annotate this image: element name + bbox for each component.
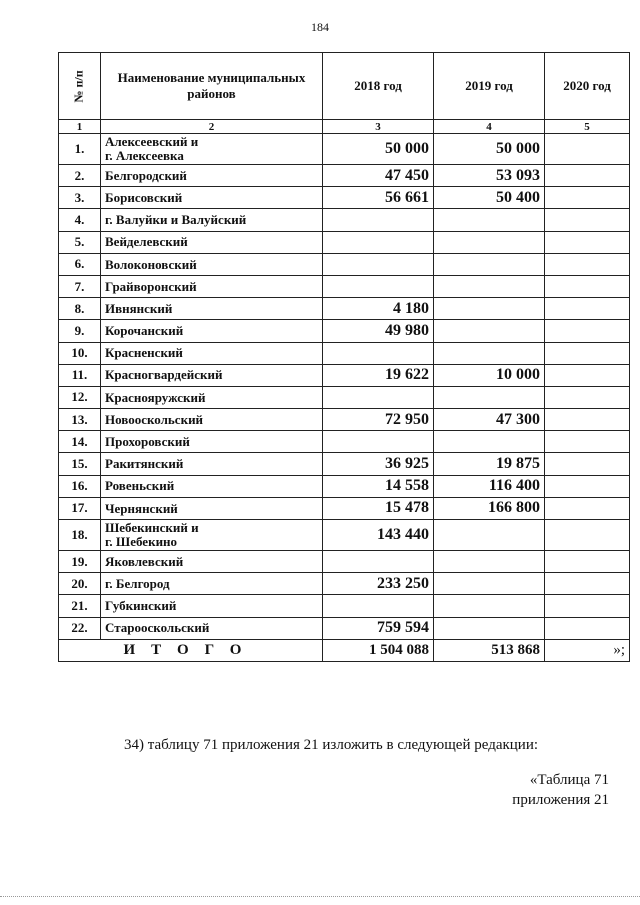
header-district-name: Наименование муниципальных районов: [101, 53, 323, 120]
table-row: [59, 275, 630, 297]
total-2019: 513 868: [434, 639, 545, 661]
value-2019: 19 875: [434, 453, 545, 475]
row-number: 9.: [59, 320, 101, 342]
header-2020: 2020 год: [545, 53, 630, 120]
table-row: [59, 253, 630, 275]
value-2020: [545, 187, 630, 209]
value-2019: [434, 320, 545, 342]
table-row: [59, 187, 630, 209]
page-number: 184: [311, 20, 329, 34]
value-2018: [323, 275, 434, 297]
district-name: Белгородский: [101, 165, 323, 187]
header-2018: 2018 год: [323, 53, 434, 120]
district-name: Чернянский: [101, 497, 323, 519]
value-2018: [323, 595, 434, 617]
value-2018: [323, 551, 434, 573]
district-name: Ракитянский: [101, 453, 323, 475]
table-row: [59, 551, 630, 573]
district-name: г. Белгород: [101, 573, 323, 595]
row-number: 13.: [59, 409, 101, 431]
value-2019: [434, 231, 545, 253]
value-2020: [545, 551, 630, 573]
value-2020: [545, 573, 630, 595]
value-2019: [434, 573, 545, 595]
column-number: 5: [545, 120, 630, 134]
column-number: 1: [59, 120, 101, 134]
table-row: [59, 497, 630, 519]
district-name: Ивнянский: [101, 298, 323, 320]
total-row: [59, 639, 630, 661]
header-number: [59, 53, 101, 120]
row-number: 4.: [59, 209, 101, 231]
value-2018: 14 558: [323, 475, 434, 497]
row-number: 18.: [59, 520, 101, 551]
value-2020: [545, 595, 630, 617]
district-name: Прохоровский: [101, 431, 323, 453]
district-name: Старооскольский: [101, 617, 323, 639]
value-2020: [545, 520, 630, 551]
table-row: [59, 165, 630, 187]
header-number-label: № п/п: [71, 70, 86, 103]
value-2018: [323, 386, 434, 408]
value-2020: [545, 453, 630, 475]
table-row: [59, 475, 630, 497]
value-2019: [434, 275, 545, 297]
district-name: г. Валуйки и Валуйский: [101, 209, 323, 231]
row-number: 1.: [59, 134, 101, 165]
table-row: [59, 134, 630, 165]
table-row: [59, 573, 630, 595]
district-name: Новооскольский: [101, 409, 323, 431]
table-row: [59, 231, 630, 253]
district-name: Яковлевский: [101, 551, 323, 573]
table-row: [59, 342, 630, 364]
value-2020: [545, 275, 630, 297]
value-2020: [545, 165, 630, 187]
closing-quote: »;: [545, 639, 630, 661]
value-2018: [323, 342, 434, 364]
value-2019: 116 400: [434, 475, 545, 497]
value-2019: [434, 342, 545, 364]
table-caption-title: «Таблица 71: [529, 772, 609, 788]
row-number: 16.: [59, 475, 101, 497]
value-2020: [545, 253, 630, 275]
value-2019: 166 800: [434, 497, 545, 519]
value-2018: 15 478: [323, 497, 434, 519]
table-row: [59, 595, 630, 617]
value-2019: [434, 298, 545, 320]
value-2018: 56 661: [323, 187, 434, 209]
value-2018: 233 250: [323, 573, 434, 595]
table-row: [59, 298, 630, 320]
value-2018: [323, 231, 434, 253]
table-row: [59, 209, 630, 231]
value-2020: [545, 617, 630, 639]
value-2018: 72 950: [323, 409, 434, 431]
value-2019: 50 000: [434, 134, 545, 165]
column-number: 3: [323, 120, 434, 134]
value-2018: 50 000: [323, 134, 434, 165]
value-2018: 49 980: [323, 320, 434, 342]
value-2019: 47 300: [434, 409, 545, 431]
value-2019: [434, 595, 545, 617]
row-number: 5.: [59, 231, 101, 253]
row-number: 7.: [59, 275, 101, 297]
value-2018: 19 622: [323, 364, 434, 386]
instruction-paragraph: 34) таблицу 71 приложения 21 изложить в следующей редакции:: [124, 737, 539, 753]
district-name: Губкинский: [101, 595, 323, 617]
value-2019: 10 000: [434, 364, 545, 386]
table-caption-appendix: приложения 21: [512, 792, 609, 808]
row-number: 11.: [59, 364, 101, 386]
value-2018: [323, 431, 434, 453]
row-number: 12.: [59, 386, 101, 408]
value-2018: 4 180: [323, 298, 434, 320]
value-2019: [434, 209, 545, 231]
row-number: 17.: [59, 497, 101, 519]
district-name: Шебекинский и г. Шебекино: [101, 520, 323, 551]
row-number: 22.: [59, 617, 101, 639]
page-bottom-edge: [0, 896, 640, 897]
value-2018: 36 925: [323, 453, 434, 475]
district-name: Алексеевский и г. Алексеевка: [101, 134, 323, 165]
district-name: Красненский: [101, 342, 323, 364]
row-number: 14.: [59, 431, 101, 453]
table-row: [59, 617, 630, 639]
value-2020: [545, 497, 630, 519]
value-2020: [545, 342, 630, 364]
table-row: [59, 431, 630, 453]
value-2020: [545, 209, 630, 231]
row-number: 2.: [59, 165, 101, 187]
value-2020: [545, 298, 630, 320]
value-2020: [545, 409, 630, 431]
value-2019: [434, 520, 545, 551]
column-number: 2: [101, 120, 323, 134]
total-label: ИТОГО: [59, 639, 323, 661]
value-2020: [545, 231, 630, 253]
value-2019: [434, 253, 545, 275]
district-name: Волоконовский: [101, 253, 323, 275]
value-2018: 143 440: [323, 520, 434, 551]
row-number: 15.: [59, 453, 101, 475]
district-name: Краснояружский: [101, 386, 323, 408]
column-number: 4: [434, 120, 545, 134]
value-2018: [323, 253, 434, 275]
value-2018: 47 450: [323, 165, 434, 187]
value-2019: 53 093: [434, 165, 545, 187]
district-name: Борисовский: [101, 187, 323, 209]
district-name: Корочанский: [101, 320, 323, 342]
total-2018: 1 504 088: [323, 639, 434, 661]
table-row: [59, 320, 630, 342]
table-row: [59, 453, 630, 475]
table-header-row: [59, 53, 630, 120]
value-2020: [545, 364, 630, 386]
row-number: 20.: [59, 573, 101, 595]
row-number: 8.: [59, 298, 101, 320]
value-2020: [545, 134, 630, 165]
value-2020: [545, 431, 630, 453]
row-number: 3.: [59, 187, 101, 209]
row-number: 19.: [59, 551, 101, 573]
district-name: Ровеньский: [101, 475, 323, 497]
row-number: 10.: [59, 342, 101, 364]
table-body: [59, 134, 630, 640]
header-2019: 2019 год: [434, 53, 545, 120]
table-row: [59, 409, 630, 431]
row-number: 6.: [59, 253, 101, 275]
value-2018: 759 594: [323, 617, 434, 639]
value-2019: [434, 617, 545, 639]
value-2020: [545, 320, 630, 342]
district-name: Грайворонский: [101, 275, 323, 297]
table-row: [59, 520, 630, 551]
district-name: Красногвардейский: [101, 364, 323, 386]
value-2020: [545, 475, 630, 497]
value-2018: [323, 209, 434, 231]
budget-table: [58, 52, 630, 662]
value-2020: [545, 386, 630, 408]
value-2019: [434, 386, 545, 408]
table-row: [59, 364, 630, 386]
value-2019: 50 400: [434, 187, 545, 209]
district-name: Вейделевский: [101, 231, 323, 253]
row-number: 21.: [59, 595, 101, 617]
value-2019: [434, 431, 545, 453]
value-2019: [434, 551, 545, 573]
table-row: [59, 386, 630, 408]
column-number-row: [59, 120, 630, 134]
